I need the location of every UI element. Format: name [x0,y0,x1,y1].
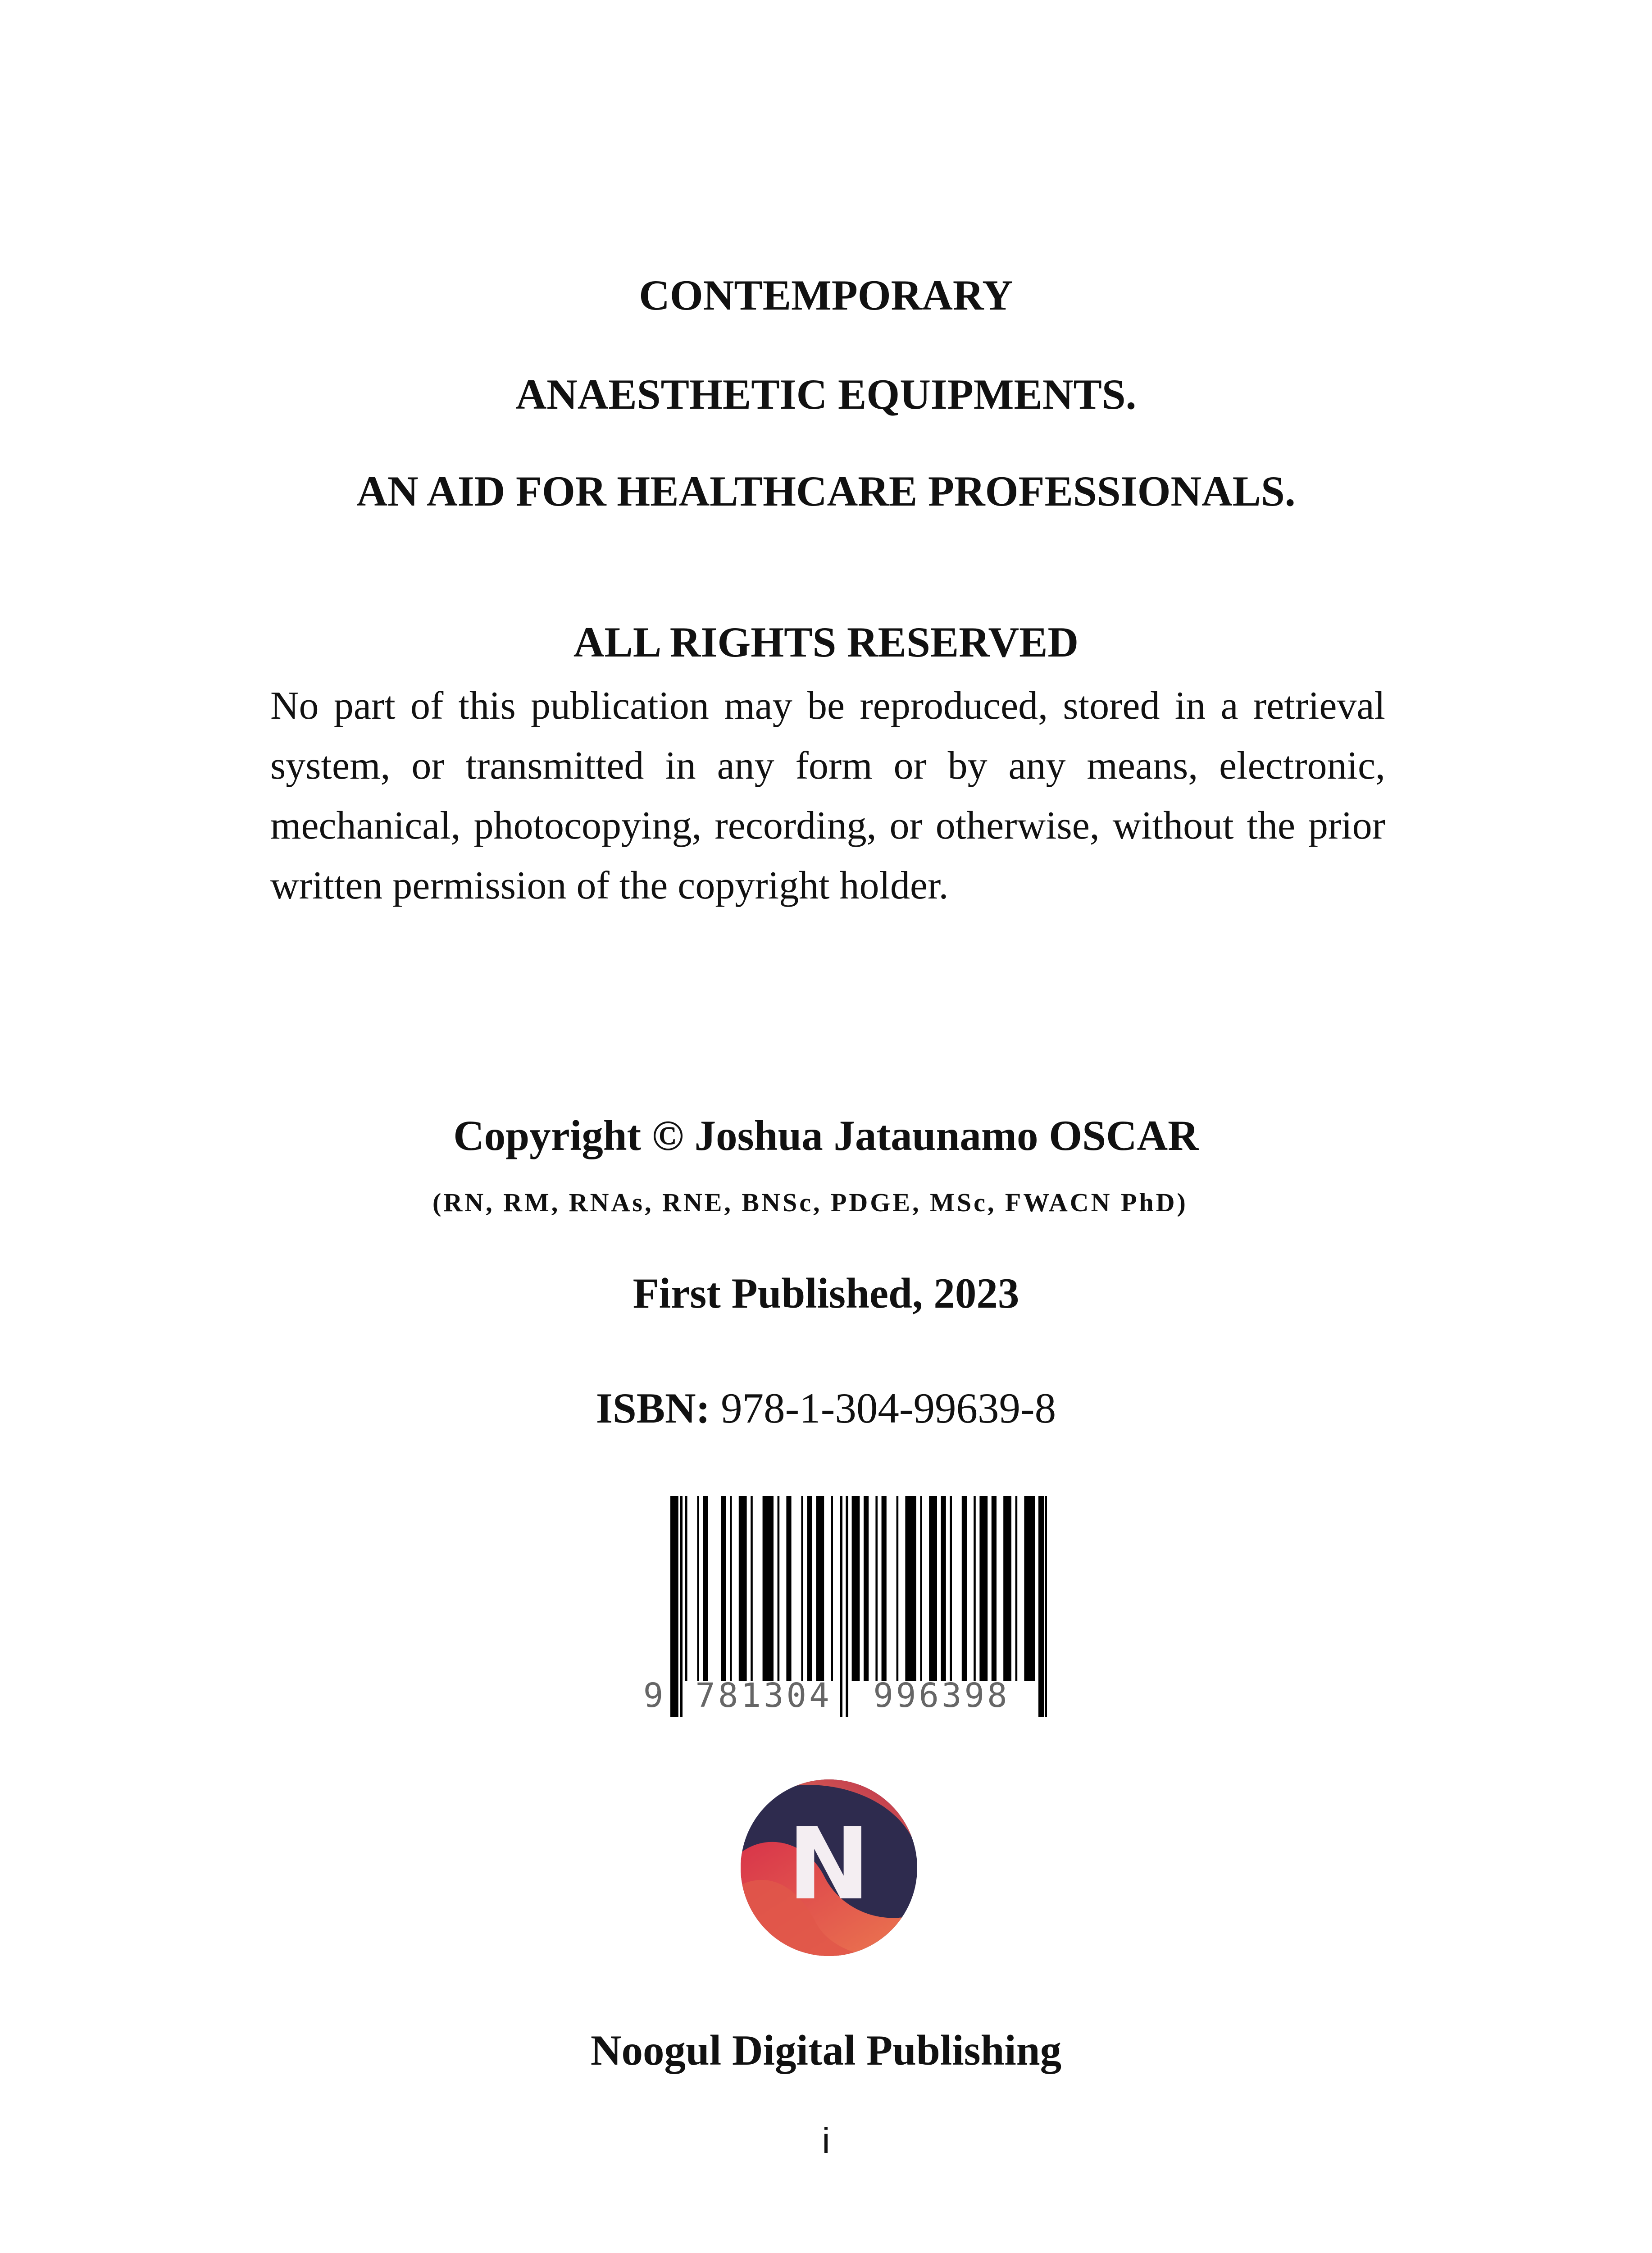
author-credentials: (RN, RM, RNAs, RNE, BNSc, PDGE, MSc, FWACN PhD) [432,1188,1188,1217]
barcode-bar [920,1496,922,1681]
barcode-bar [941,1496,946,1681]
barcode-bar [929,1496,937,1681]
title-line-2: ANAESTHETIC EQUIPMENTS. [515,370,1137,418]
barcode-bar [852,1496,860,1681]
barcode-bar [1003,1496,1011,1681]
barcode-bar [831,1496,833,1681]
barcode-bar [1024,1496,1035,1681]
barcode-bar [763,1496,774,1681]
publisher-name: Noogul Digital Publishing [590,2026,1062,2074]
logo-letter: N [787,1806,871,1922]
barcode-bar [974,1496,976,1681]
barcode-guard-bar [680,1496,683,1717]
rights-heading: ALL RIGHTS RESERVED [573,618,1079,666]
barcode-guard-bar [1045,1496,1047,1717]
barcode-right-digits: 996398 [873,1676,1010,1715]
barcode-bar [979,1496,988,1681]
barcode-guard-bar [1038,1496,1041,1717]
barcode-guard-bar [674,1496,676,1717]
barcode-bar [992,1496,997,1681]
barcode-bar [897,1496,899,1681]
barcode-guard-bar [846,1496,848,1717]
barcode-bar [864,1496,869,1681]
barcode-bar [721,1496,726,1681]
isbn-label: ISBN: [596,1384,710,1432]
barcode-bar [786,1496,791,1681]
barcode-bar [962,1496,967,1681]
barcode-bar [685,1496,687,1681]
isbn-value: 978-1-304-99639-8 [721,1384,1056,1432]
barcode-bar [882,1496,887,1681]
barcode-bar [816,1496,824,1681]
barcode-bar [1015,1496,1018,1681]
barcode-bar [905,1496,916,1681]
barcode-bar [751,1496,753,1681]
barcode-bar [778,1496,780,1681]
barcode-bar [801,1496,803,1681]
rights-statement: No part of this publication may be reproduced, stored in a retrieval system, or transmitted in any form or by any means, electronic, mechanical, photocopying, recording, or otherwise, without the prior written permission of the copyright holder. [270,684,1385,908]
barcode-left-digits: 781304 [695,1676,832,1715]
barcode-bar [697,1496,699,1681]
barcode-lead-digit: 9 [643,1676,664,1715]
barcode-bar [807,1496,812,1681]
title-line-3: AN AID FOR HEALTHCARE PROFESSIONALS. [356,467,1296,515]
barcode-bar [739,1496,747,1681]
barcode-bar [950,1496,952,1681]
copyright-line: Copyright © Joshua Jataunamo OSCAR [453,1112,1199,1159]
title-line-1: CONTEMPORARY [639,271,1013,319]
barcode-bar [875,1496,878,1681]
barcode-bar [703,1496,708,1681]
isbn-line [0,1383,1652,1433]
page-number: i [822,2121,830,2161]
barcode-bar [730,1496,732,1681]
barcode-guard-bar [840,1496,842,1717]
first-published: First Published, 2023 [633,1269,1019,1317]
publisher-logo-icon [739,1778,919,1958]
isbn-barcode [635,1496,1054,1717]
